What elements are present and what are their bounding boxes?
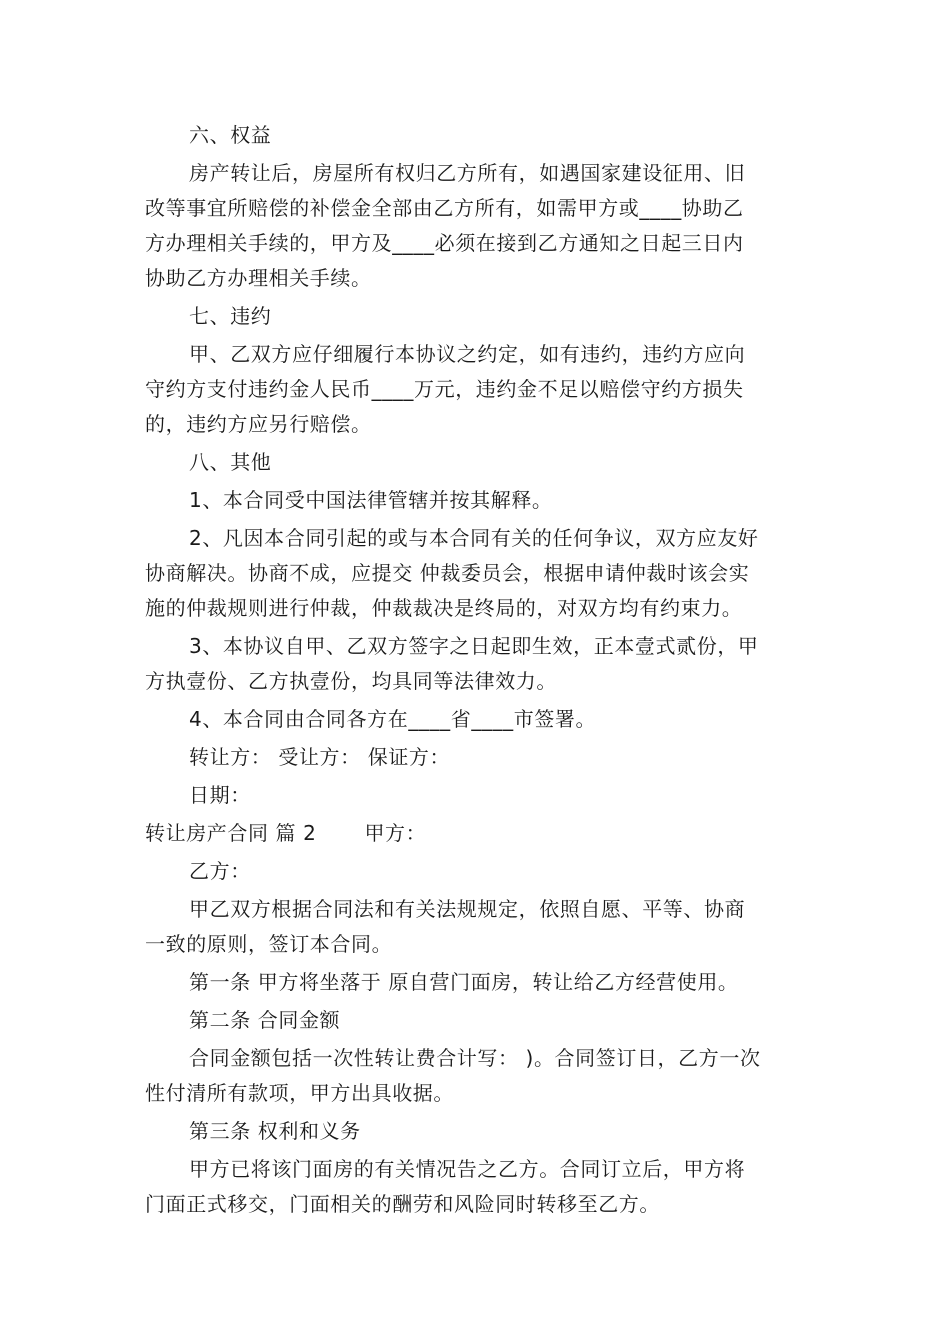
contract-2-intro-line-2: 一致的原则，签订本合同。 [145, 932, 393, 956]
section-8-item-2-line-3: 施的仲裁规则进行仲裁，仲裁裁决是终局的，对双方均有约束力。 [145, 596, 743, 620]
section-6-line-2: 改等事宜所赔偿的补偿金全部由乙方所有，如需甲方或____协助乙 [145, 196, 744, 220]
section-8-item-2-line-2: 协商解决。协商不成，应提交 仲裁委员会，根据申请仲裁时该会实 [145, 561, 750, 585]
article-2-line-1: 合同金额包括一次性转让费合计写： )。合同签订日，乙方一次 [189, 1046, 761, 1070]
article-3-line-2: 门面正式移交，门面相关的酬劳和风险同时转移至乙方。 [145, 1192, 660, 1216]
section-6-heading: 六、权益 [189, 123, 272, 147]
section-8-item-3-line-2: 方执壹份、乙方执壹份，均具同等法律效力。 [145, 669, 557, 693]
section-7-heading: 七、违约 [189, 304, 272, 328]
contract-2-intro-line-1: 甲乙双方根据合同法和有关法规规定，依照自愿、平等、协商 [189, 897, 746, 921]
contract-2-title-line [145, 816, 815, 851]
section-8-item-4: 4、本合同由合同各方在____省____市签署。 [189, 707, 597, 731]
article-3-line-1: 甲方已将该门面房的有关情况告之乙方。合同订立后，甲方将 [189, 1157, 746, 1181]
section-7-line-1: 甲、乙双方应仔细履行本协议之约定，如有违约，违约方应向 [189, 342, 746, 366]
section-8-heading: 八、其他 [189, 450, 272, 474]
section-8-item-1: 1、本合同受中国法律管辖并按其解释。 [189, 488, 553, 512]
signers-line: 转让方： 受让方： 保证方： [189, 745, 451, 769]
section-7-line-3: 的，违约方应另行赔偿。 [145, 412, 372, 436]
party-a-label: 甲方： [364, 821, 427, 845]
contract-2-title: 转让房产合同 篇 2 [145, 821, 317, 845]
article-2-heading: 第二条 合同金额 [189, 1008, 341, 1032]
date-line: 日期： [189, 783, 251, 807]
section-6-line-3: 方办理相关手续的，甲方及____必须在接到乙方通知之日起三日内 [145, 231, 744, 255]
section-7-line-2: 守约方支付违约金人民币____万元，违约金不足以赔偿守约方损失 [145, 377, 744, 401]
party-b-label: 乙方： [189, 859, 251, 883]
section-8-item-3-line-1: 3、本协议自甲、乙双方签字之日起即生效，正本壹式贰份，甲 [189, 634, 759, 658]
section-6-line-1: 房产转让后，房屋所有权归乙方所有，如遇国家建设征用、旧 [189, 161, 746, 185]
article-2-line-2: 性付清所有款项，甲方出具收据。 [145, 1081, 454, 1105]
section-8-item-2-line-1: 2、凡因本合同引起的或与本合同有关的任何争议，双方应友好 [189, 526, 759, 550]
document-page [145, 118, 815, 1222]
section-6-line-4: 协助乙方办理相关手续。 [145, 266, 372, 290]
article-1: 第一条 甲方将坐落于 原自营门面房，转让给乙方经营使用。 [189, 970, 739, 994]
article-3-heading: 第三条 权利和义务 [189, 1119, 361, 1143]
